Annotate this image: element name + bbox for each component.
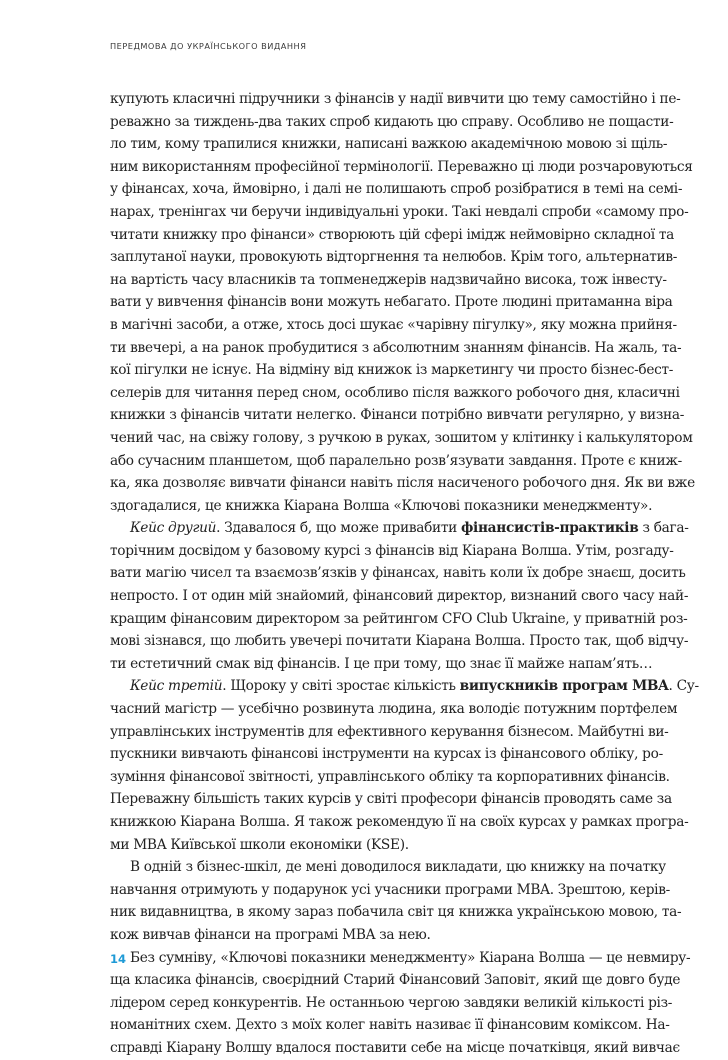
text-line <box>110 133 668 156</box>
text-line <box>110 1037 680 1060</box>
text-line <box>110 811 689 834</box>
paragraph <box>110 517 689 675</box>
text-line <box>110 969 681 992</box>
paragraph <box>110 675 699 856</box>
text-run: ти естетичний смак від фінансів. І це при тому, що знає її майже напам’ять… <box>110 655 653 672</box>
text-line <box>110 608 688 631</box>
text-line <box>110 404 685 427</box>
text-run: здогадалися, це книжка Кіарана Волша «Ключові показники менеджменту». <box>110 497 653 514</box>
text-run: справді Кіарану Волшу вдалося поставити себе на місце початківця, який вивчає <box>110 1039 680 1056</box>
text-run: з бага- <box>638 520 689 537</box>
text-run: ним використанням професійної термінології. Переважно ці люди розчаровуються <box>110 158 693 175</box>
text-line <box>110 788 672 811</box>
text-line <box>110 314 677 337</box>
text-line <box>110 224 674 247</box>
text-run: Без сумніву, «Ключові показники менеджменту» Кіарана Волша — це невмиру- <box>130 949 691 966</box>
text-line <box>110 834 621 857</box>
text-line <box>110 924 621 947</box>
text-run: управлінських інструментів для ефективного керування бізнесом. Майбутні ви- <box>110 723 669 740</box>
text-run: книжки з фінансів читати нелегко. Фінанси потрібно вивчати регулярно, у визна- <box>110 407 685 424</box>
text-run: кої пігулки не існує. На відміну від книжок із маркетингу чи просто бізнес-бест- <box>110 362 674 379</box>
text-line <box>110 450 682 473</box>
text-run: на вартість часу власників та топменеджерів надзвичайно висока, тож інвесту- <box>110 271 667 288</box>
text-run: ми MBA Київської школи економіки (KSE). <box>110 836 409 853</box>
text-line <box>110 517 689 540</box>
text-line <box>110 201 689 224</box>
text-line <box>110 743 663 766</box>
text-run: заплутаної науки, провокують відторгнення та нелюбов. Крім того, альтернатив- <box>110 249 678 266</box>
text-run: реважно за тиждень-два таких спроб кидають цю справу. Особливо не пощасти- <box>110 113 674 130</box>
text-line <box>110 382 680 405</box>
running-head: ПЕРЕДМОВА ДО УКРАЇНСЬКОГО ВИДАННЯ <box>110 41 307 51</box>
text-line <box>110 675 699 698</box>
text-run: номанітних схем. Дехто з моїх колег навіть називає її фінансовим коміксом. На- <box>110 1017 670 1034</box>
text-line <box>110 337 682 360</box>
text-run: В одній з бізнес-шкіл, де мені доводилося викладати, цю книжку на початку <box>130 859 666 876</box>
text-run: селерів для читання перед сном, особливо після важкого робочого дня, класичні <box>110 384 680 401</box>
text-run: або сучасним планшетом, щоб паралельно розв’язувати завдання. Проте є книж- <box>110 452 682 469</box>
text-run: навчання отримують у подарунок усі учасники програми MBA. Зрештою, керів- <box>110 881 670 898</box>
text-run: кож вивчав фінанси на програмі MBA за нею. <box>110 926 431 943</box>
text-line <box>110 88 681 111</box>
text-run: книжкою Кіарана Волша. Я також рекомендую її на своїх курсах у рамках програ- <box>110 814 689 830</box>
text-line <box>110 269 667 292</box>
text-run: в магічні засоби, а отже, хтось досі шукає «чарівну пігулку», яку можна прийня- <box>110 316 677 333</box>
text-run: читати книжку про фінанси» створюють цій сфері імідж неймовірно складної та <box>110 226 674 243</box>
text-line <box>110 495 653 518</box>
text-line <box>110 540 674 563</box>
text-run: лідером серед конкурентів. Не останньою чергою завдяки великій кількості різ- <box>110 994 673 1011</box>
paragraph <box>110 947 691 1060</box>
text-line <box>110 562 686 585</box>
text-line <box>110 246 678 269</box>
text-run: пускники вивчають фінансові інструменти на курсах із фінансового обліку, ро- <box>110 746 663 763</box>
text-line <box>110 947 691 970</box>
text-line <box>110 879 670 902</box>
text-run: ща класика фінансів, своєрідний Старий Фінансовий Заповіт, який ще довго буде <box>110 972 681 989</box>
text-line <box>110 1014 670 1037</box>
text-line <box>110 585 689 608</box>
text-line <box>110 721 669 744</box>
text-run: ти ввечері, а на ранок пробудитися з абсолютним знанням фінансів. На жаль, та- <box>110 339 682 356</box>
text-run: Переважну більшість таких курсів у світі професори фінансів проводять саме за <box>110 791 672 808</box>
text-line <box>110 291 673 314</box>
text-run: . Щороку у світі зростає кількість <box>222 678 460 695</box>
page-number: 14 <box>110 952 127 966</box>
text-line <box>110 856 666 879</box>
emphasis-term: випускників програм MBA <box>459 678 669 695</box>
emphasis-term: фінансистів-практиків <box>461 520 639 537</box>
text-line <box>110 472 695 495</box>
text-run: мові зізнався, що любить увечері почитати Кіарана Волша. Просто так, щоб відчу- <box>110 633 689 650</box>
case-label: Кейс третій <box>130 678 223 695</box>
text-run: зуміння фінансової звітності, управлінського обліку та корпоративних фінансів. <box>110 768 670 785</box>
body-text <box>110 88 699 1060</box>
text-run: нарах, тренінгах чи беручи індивідуальні уроки. Такі невдалі спроби «самому про- <box>110 203 689 220</box>
paragraph <box>110 856 682 946</box>
text-run: кращим фінансовим директором за рейтингом CFO Club Ukraine, у приватній роз- <box>110 610 688 627</box>
text-run: ник видавництва, в якому зараз побачила світ ця книжка українською мовою, та- <box>110 904 682 921</box>
text-run: ло тим, кому трапилися книжки, написані важкою академічною мовою зі щіль- <box>110 136 668 153</box>
text-run: ка, яка дозволяє вивчати фінанси навіть після насиченого робочого дня. Як ви вже <box>110 475 695 492</box>
text-run: у фінансах, хоча, ймовірно, і далі не полишають спроб розібратися в темі на семі- <box>110 181 683 198</box>
text-line <box>110 178 683 201</box>
text-line <box>110 901 682 924</box>
text-line <box>110 359 674 382</box>
text-run: часний магістр — усебічно розвинута людина, яка володіє потужним портфелем <box>110 701 678 718</box>
text-run: вати магію чисел та взаємозв’язків у фінансах, навіть коли їх добре знаєш, досить <box>110 565 686 582</box>
text-line <box>110 698 678 721</box>
text-run: непросто. І от один мій знайомий, фінансовий директор, визнаний свого часу най- <box>110 588 689 605</box>
text-run: вати у вивчення фінансів вони можуть небагато. Проте людині притаманна віра <box>110 294 673 311</box>
case-label: Кейс другий <box>130 520 217 537</box>
paragraph <box>110 88 695 517</box>
text-line <box>110 992 673 1015</box>
text-run: . Су- <box>668 678 699 695</box>
text-line <box>110 653 653 676</box>
text-line <box>110 111 674 134</box>
text-line <box>110 630 689 653</box>
text-line <box>110 766 670 789</box>
text-line <box>110 427 693 450</box>
text-line <box>110 156 693 179</box>
text-run: чений час, на свіжу голову, з ручкою в руках, зошитом у клітинку і калькулятором <box>110 429 693 446</box>
text-run: торічним досвідом у базовому курсі з фінансів від Кіарана Волша. Утім, розгаду- <box>110 542 674 559</box>
text-run: купують класичні підручники з фінансів у надії вивчити цю тему самостійно і пе- <box>110 91 681 107</box>
text-run: . Здавалося б, що може привабити <box>216 520 461 537</box>
